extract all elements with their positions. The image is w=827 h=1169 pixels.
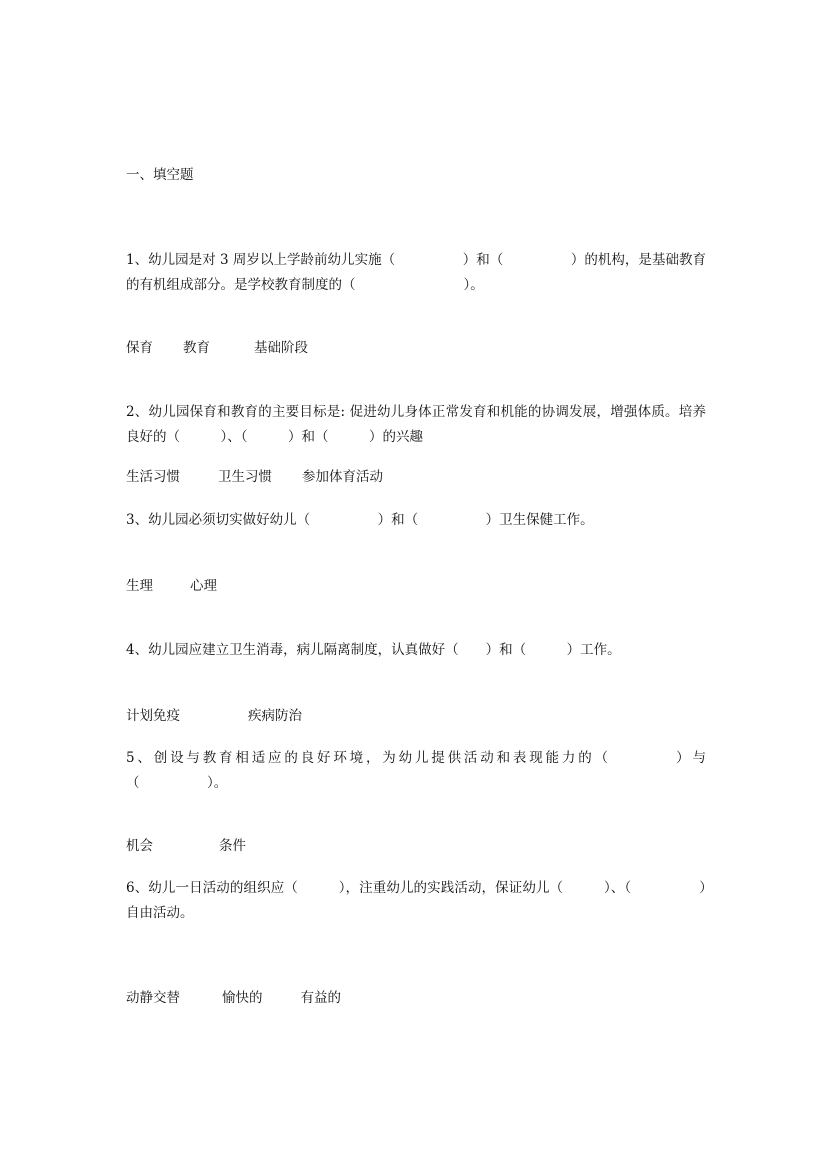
answers-3 [126, 577, 706, 595]
question-2: 2、幼儿园保育和教育的主要目标是: 促进幼儿身体正常发育和机能的协调发展，增强体质。培养良好的（ ）、（ ）和（ ）的兴趣 [126, 404, 706, 445]
section-heading: 一、填空题 [126, 167, 194, 183]
answer-5-2: 条件 [219, 838, 246, 854]
answers-1 [126, 339, 706, 357]
answer-2-2: 卫生习惯 [218, 469, 272, 485]
answer-4-2: 疾病防治 [248, 708, 302, 724]
answer-1-1: 保育 [126, 340, 153, 356]
question-1: 1、幼儿园是对 3 周岁以上学龄前幼儿实施（ ）和（ ）的机构，是基础教育的有机组成部分。是学校教育制度的（ ）。 [126, 252, 706, 293]
question-4: 4、幼儿园应建立卫生消毒，病儿隔离制度，认真做好（ ）和（ ）工作。 [126, 642, 621, 658]
answer-6-3: 有益的 [300, 990, 341, 1006]
answer-6-2: 愉快的 [222, 990, 263, 1006]
question-5: 5、创设与教育相适应的良好环境，为幼儿提供活动和表现能力的（ ）与（ ）。 [126, 750, 706, 791]
answers-5 [126, 837, 706, 855]
answers-4 [126, 707, 706, 725]
question-3: 3、幼儿园必须切实做好幼儿（ ）和（ ）卫生保健工作。 [126, 512, 594, 528]
answer-5-1: 机会 [126, 838, 153, 854]
answer-1-3: 基础阶段 [254, 340, 308, 356]
answer-2-1: 生活习惯 [126, 469, 180, 485]
question-6: 6、幼儿一日活动的组织应（ ），注重幼儿的实践活动，保证幼儿（ ）、（ ）自由活动。 [126, 880, 706, 921]
answer-2-3: 参加体育活动 [302, 469, 383, 485]
answer-3-1: 生理 [126, 578, 153, 594]
answer-4-1: 计划免疫 [126, 708, 180, 724]
answer-3-2: 心理 [190, 578, 217, 594]
answer-6-1: 动静交替 [126, 990, 180, 1006]
answer-1-2: 教育 [183, 340, 210, 356]
answers-2 [126, 468, 706, 486]
answers-6 [126, 989, 706, 1007]
